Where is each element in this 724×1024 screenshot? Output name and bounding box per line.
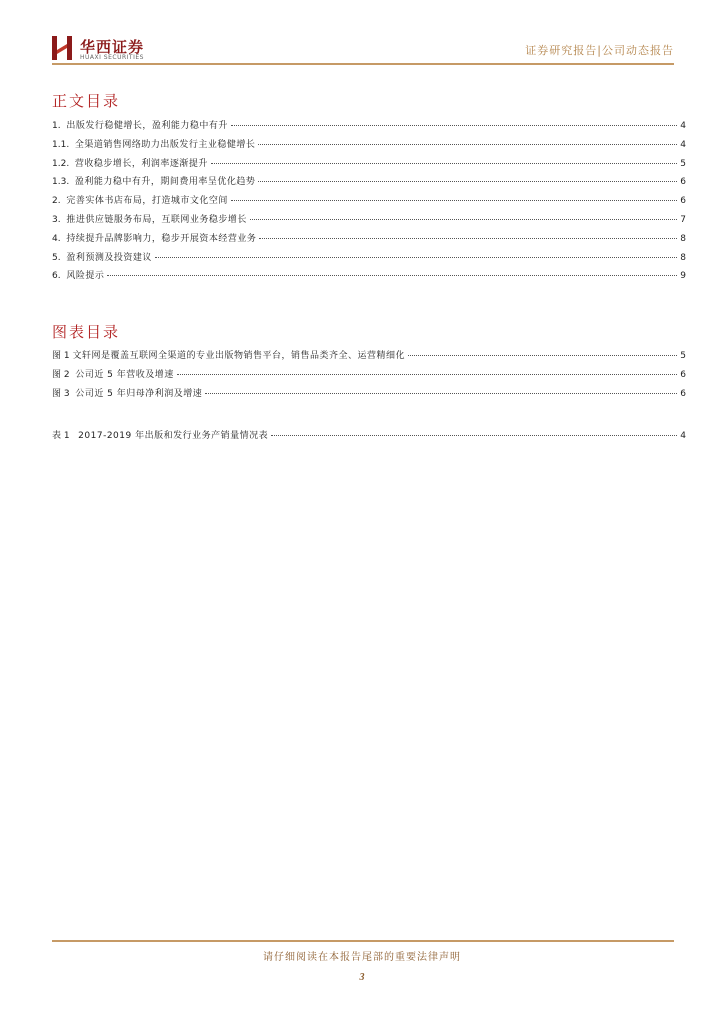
toc-item-4[interactable] [52, 231, 686, 250]
toc-title: 正文目录 [52, 92, 121, 110]
toc-item-1[interactable] [52, 118, 686, 137]
toc-leader-dots [231, 125, 677, 126]
toc-item-number: 4. [52, 233, 67, 244]
figure-item-page: 6 [680, 369, 686, 380]
toc-item-label: 营收稳步增长，利润率逐渐提升 [74, 158, 208, 169]
logo-chinese-name: 华西证券 [80, 38, 145, 56]
figure-item-3[interactable] [52, 386, 686, 405]
toc-item-page: 8 [680, 233, 686, 244]
toc-item-page: 6 [680, 177, 686, 188]
toc-item-number: 2. [52, 196, 67, 207]
toc-item-page: 5 [680, 158, 686, 169]
toc-item-number: 3. [52, 214, 67, 225]
toc-leader-dots [155, 257, 677, 258]
toc-item-page: 4 [680, 121, 686, 131]
report-type-label: 证券研究报告|公司动态报告 [525, 44, 674, 57]
toc-item-label: 出版发行稳健增长，盈利能力稳中有升 [66, 121, 228, 131]
toc-item-number: 1.1. [52, 139, 75, 150]
figure-item-label: 文轩网是覆盖互联网全渠道的专业出版物销售平台，销售品类齐全、运营精细化 [72, 351, 405, 361]
toc-item-label: 完善实体书店布局，打造城市文化空间 [66, 196, 228, 207]
toc-leader-dots [258, 181, 677, 182]
toc-leader-dots [259, 238, 677, 239]
logo-english-name: HUAXI SECURITIES [80, 54, 144, 61]
toc-item-label: 全渠道销售网络助力出版发行主业稳健增长 [74, 139, 256, 150]
toc-item-1-2[interactable] [52, 156, 686, 175]
toc-leader-dots [177, 374, 678, 375]
company-logo [52, 34, 192, 64]
toc-item-number: 6. [52, 271, 67, 282]
toc-leader-dots [258, 144, 677, 145]
toc-leader-dots [231, 200, 677, 201]
toc-item-5[interactable] [52, 250, 686, 269]
table-item-label: 2017-2019 年出版和发行业务产销量情况表 [78, 431, 269, 441]
figure-item-number: 图 1 [52, 351, 73, 361]
toc-item-1-3[interactable] [52, 174, 686, 193]
toc-item-6[interactable] [52, 268, 686, 287]
toc-item-page: 8 [680, 252, 686, 263]
toc-item-number: 1. [52, 121, 67, 131]
figure-item-page: 6 [680, 388, 686, 399]
toc-item-label: 盈利预测及投资建议 [66, 252, 152, 263]
toc-leader-dots [271, 435, 677, 436]
figure-item-label: 公司近 5 年营收及增速 [75, 369, 174, 380]
legal-disclaimer-note: 请仔细阅读在本报告尾部的重要法律声明 [263, 952, 461, 963]
toc-item-page: 6 [680, 196, 686, 207]
toc-item-label: 持续提升品牌影响力，稳步开展资本经营业务 [66, 233, 257, 244]
toc-item-page: 9 [680, 271, 686, 282]
toc-item-number: 1.2. [52, 158, 75, 169]
page-header [52, 34, 674, 66]
toc-leader-dots [250, 219, 677, 220]
toc-item-3[interactable] [52, 212, 686, 231]
table-item-page: 4 [680, 431, 686, 441]
toc-item-1-1[interactable] [52, 137, 686, 156]
figure-item-2[interactable] [52, 367, 686, 386]
huaxi-logo-icon [52, 36, 72, 60]
toc-item-label: 风险提示 [66, 271, 105, 282]
page-number: 3 [359, 972, 365, 983]
toc-item-page: 7 [680, 214, 686, 225]
figure-item-page: 5 [680, 351, 686, 361]
toc-leader-dots [408, 355, 677, 356]
figures-list [52, 348, 686, 404]
tables-list [52, 428, 686, 447]
toc-item-number: 5. [52, 252, 67, 263]
figures-toc-title: 图表目录 [52, 323, 121, 341]
toc-item-label: 推进供应链服务布局，互联网业务稳步增长 [66, 214, 247, 225]
figure-item-number: 图 3 [52, 388, 76, 399]
toc-item-number: 1.3. [52, 177, 75, 188]
table-item-1[interactable] [52, 428, 686, 447]
toc-item-label: 盈利能力稳中有升，期间费用率呈优化趋势 [74, 177, 256, 188]
figure-item-1[interactable] [52, 348, 686, 367]
footer-divider [52, 940, 674, 942]
header-divider [52, 63, 674, 65]
toc-leader-dots [107, 275, 677, 276]
table-item-number: 表 1 [52, 431, 79, 441]
figure-item-number: 图 2 [52, 369, 76, 380]
toc-leader-dots [205, 393, 677, 394]
toc-item-2[interactable] [52, 193, 686, 212]
toc-leader-dots [211, 163, 677, 164]
toc-item-page: 4 [680, 139, 686, 150]
toc-list [52, 118, 686, 287]
figure-item-label: 公司近 5 年归母净利润及增速 [75, 388, 203, 399]
